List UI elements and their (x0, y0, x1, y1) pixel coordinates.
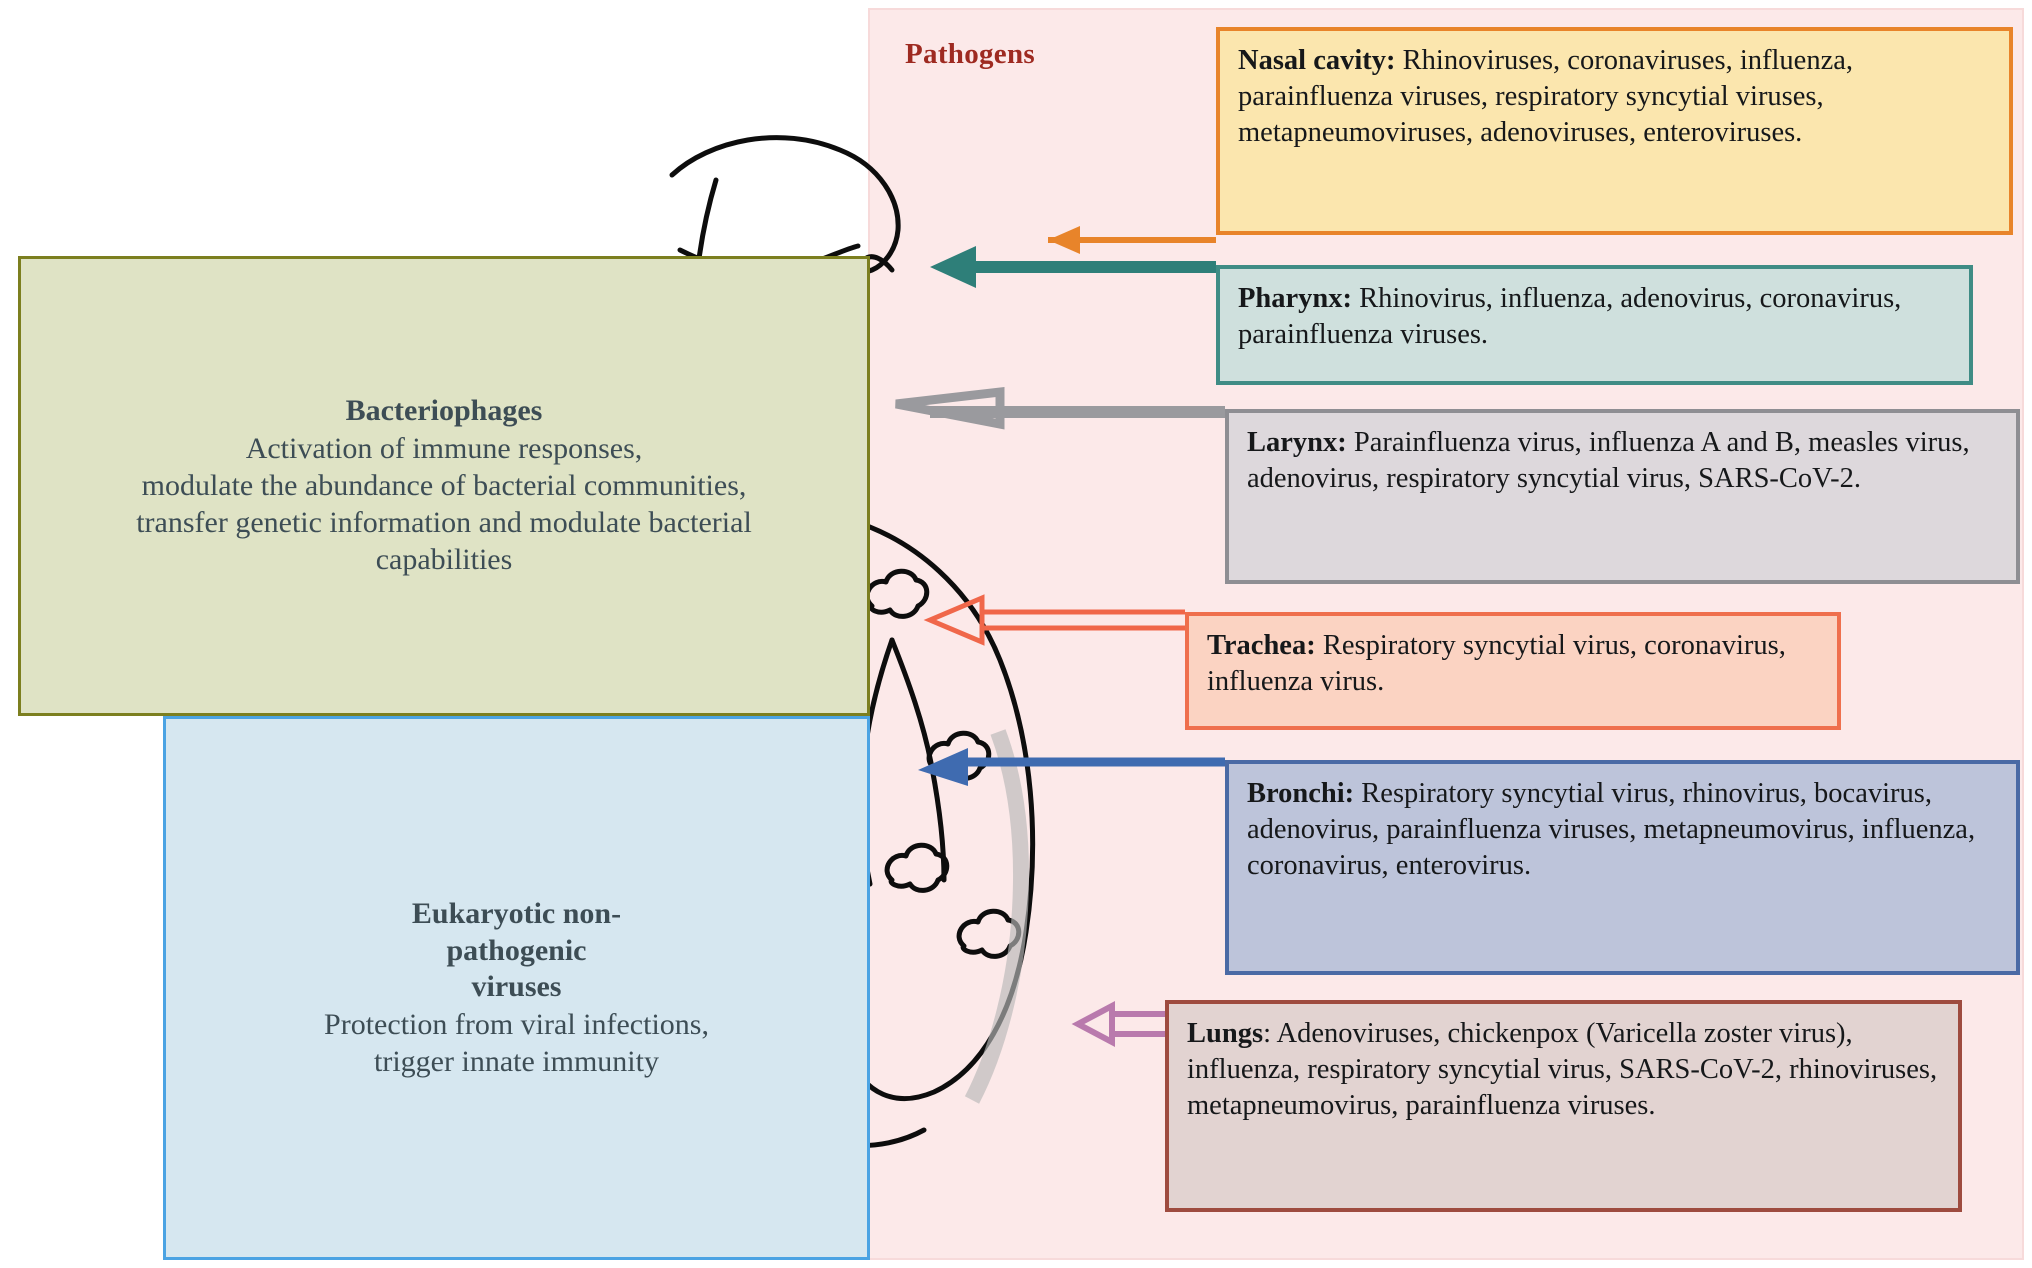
eukaryotic-non-pathogenic-viruses-box (163, 716, 870, 1260)
eukaryotic-viruses-body: Protection from viral infections, trigger innate immunity (324, 1007, 709, 1078)
callout-trachea-text: Respiratory syncytial virus, coronavirus, influenza virus. (1207, 630, 1786, 698)
callout-lungs-text: : Adenoviruses, chickenpox (Varicella zoster virus), influenza, respiratory syncytial virus, SARS-CoV-2, rhinoviruses, metapneumovirus, parainfluenza viruses. (1187, 1018, 1938, 1122)
bacteriophages-body: Activation of immune responses, modulate the abundance of bacterial communities, transfer genetic information and modulate bacterial capabilities (136, 431, 752, 577)
callout-lungs (1165, 1000, 1962, 1212)
callout-bronchi-text: Respiratory syncytial virus, rhinovirus, bocavirus, adenovirus, parainfluenza viruses, metapneumovirus, influenza, coronavirus, enterovirus. (1247, 778, 1976, 882)
callout-larynx (1225, 409, 2020, 584)
bacteriophages-title: Bacteriophages (345, 394, 543, 428)
callout-nasal-cavity-label: Nasal cavity: (1238, 45, 1396, 76)
callout-larynx-label: Larynx: (1247, 427, 1347, 458)
callout-nasal-cavity-text: Rhinoviruses, coronaviruses, influenza, parainfluenza viruses, respiratory syncytial viruses, metapneumoviruses, adenoviruses, enteroviruses. (1238, 45, 1853, 149)
callout-nasal-cavity (1216, 27, 2013, 235)
callout-bronchi-label: Bronchi: (1247, 778, 1355, 809)
callout-trachea-label: Trachea: (1207, 630, 1316, 661)
eukaryotic-viruses-title: Eukaryotic non- pathogenic viruses (411, 896, 622, 1004)
callout-pharynx-text: Rhinovirus, influenza, adenovirus, coronavirus, parainfluenza viruses. (1238, 283, 1902, 351)
bacteriophages-box (18, 256, 870, 716)
callout-bronchi (1225, 760, 2020, 975)
callout-larynx-text: Parainfluenza virus, influenza A and B, measles virus, adenovirus, respiratory syncytial virus, SARS-CoV-2. (1247, 427, 1970, 495)
callout-trachea (1185, 612, 1841, 730)
callout-lungs-label: Lungs (1187, 1018, 1264, 1049)
pathogens-title: Pathogens (905, 38, 1035, 70)
callout-pharynx (1216, 265, 1973, 385)
callout-pharynx-label: Pharynx: (1238, 283, 1352, 314)
